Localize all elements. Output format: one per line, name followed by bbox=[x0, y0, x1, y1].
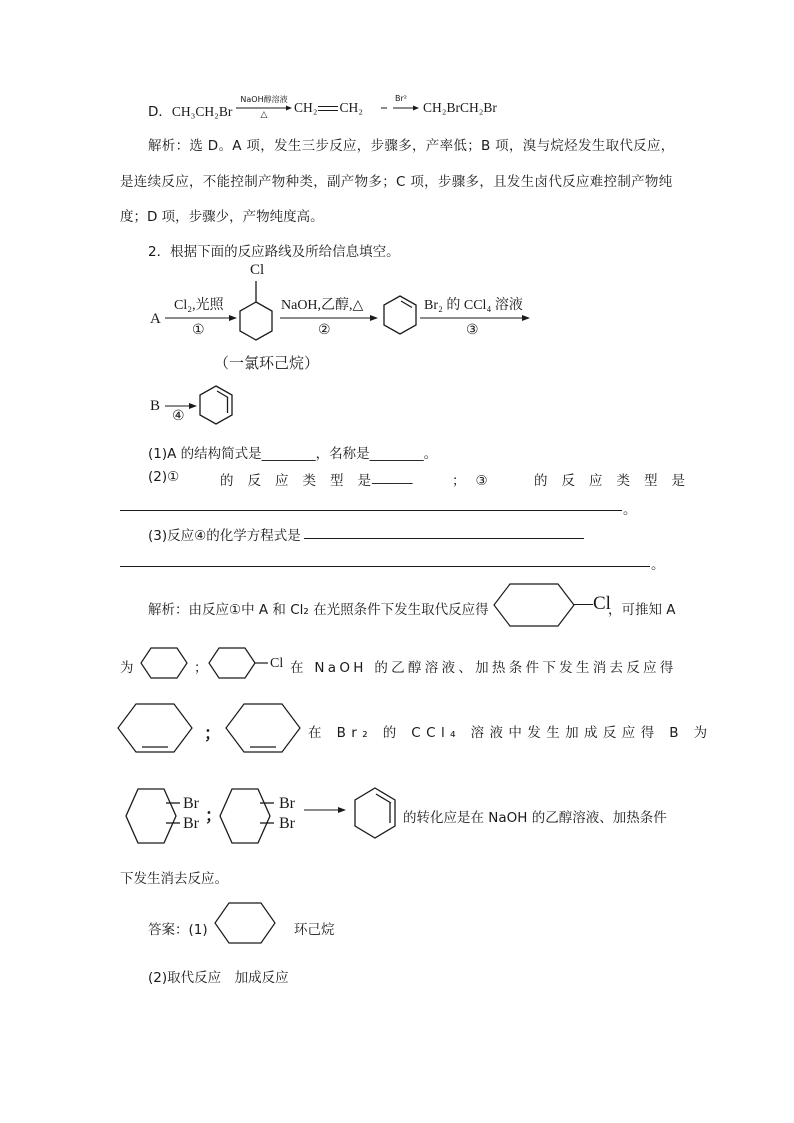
scheme-arrow-3 bbox=[420, 314, 530, 322]
chlorine-label: Cl bbox=[250, 262, 265, 278]
br-label-4: Br bbox=[279, 815, 295, 832]
compound-name-chlorocyclohexane: （一氯环己烷） bbox=[214, 354, 320, 372]
arrow-condition-heat: △ bbox=[260, 110, 268, 120]
arrow1-step-number: ① bbox=[192, 323, 205, 338]
analysis2-p2-text: 在 NaOH 的乙醇溶液、加热条件下发生消去反应得 bbox=[290, 660, 677, 676]
arrow3-step-number: ③ bbox=[466, 323, 479, 338]
arrow-condition-naoh: NaOH醇溶液 bbox=[240, 95, 288, 104]
conversion-arrow bbox=[304, 806, 346, 814]
question-3-end: 。 bbox=[651, 557, 665, 573]
analysis2-semicolon-1: ； bbox=[194, 660, 208, 676]
question-2-blank: ______ bbox=[372, 469, 413, 485]
question-2-separator: ；③ bbox=[452, 473, 498, 489]
question-2-end: 。 bbox=[623, 502, 637, 518]
arrow1-condition: Cl₂,光照 bbox=[174, 298, 224, 313]
question-2-type-label: 的反应类型是 bbox=[220, 473, 385, 489]
question-3: (3)反应④的化学方程式是 bbox=[148, 528, 301, 544]
ethylene-left: CH₂ bbox=[294, 100, 318, 115]
answer-line-q3-a bbox=[304, 538, 584, 539]
analysis2-p1-prefix: 解析：由反应①中 A 和 Cl₂ 在光照条件下发生取代反应得 bbox=[148, 602, 489, 618]
br-label-3: Br bbox=[279, 795, 295, 812]
cyclohexadiene-structure bbox=[196, 382, 236, 430]
analysis2-p5: 下发生消去反应。 bbox=[120, 871, 228, 887]
arrow4-step-number: ④ bbox=[172, 409, 185, 424]
br-label-2: Br bbox=[183, 815, 199, 832]
scheme-arrow-2 bbox=[280, 314, 378, 322]
question-2-start: (2)① bbox=[148, 469, 180, 485]
question-2-type-label-2: 的反应类型是 bbox=[534, 473, 699, 489]
ethylene bbox=[294, 100, 363, 116]
product-dibromoethane: CH₂BrCH₂Br bbox=[423, 100, 497, 115]
double-bond bbox=[317, 104, 339, 112]
cyclohexene-flat-b bbox=[226, 702, 306, 754]
question-1: (1)A 的结构简式是________，名称是________。 bbox=[148, 446, 438, 462]
answer-line-q2 bbox=[120, 510, 622, 511]
arrow-condition-br2: Br² bbox=[395, 94, 407, 103]
option-label: D． bbox=[148, 104, 172, 120]
dibromocyclohexane-b bbox=[218, 787, 278, 845]
analysis2-p1-suffix: ，可推知 A bbox=[608, 602, 676, 618]
reaction-arrow-2 bbox=[381, 104, 419, 112]
option-d-line bbox=[148, 100, 232, 120]
answer-label: 答案：(1) bbox=[148, 922, 208, 938]
scheme-arrow-1 bbox=[165, 314, 237, 322]
chlorocyclohexane-small bbox=[208, 646, 272, 680]
reactant-ethyl-bromide: CH₃CH₂Br bbox=[171, 104, 233, 119]
cyclohexene-structure bbox=[380, 292, 420, 340]
arrow3-condition: Br₂ 的 CCl₄ 溶液 bbox=[424, 298, 523, 313]
arrow2-step-number: ② bbox=[318, 323, 331, 338]
compound-a-label: A bbox=[150, 311, 161, 327]
compound-b-label: B bbox=[150, 398, 161, 414]
analysis1-line1: 解析：选 D。A 项，发生三步反应，步骤多，产率低；B 项，溴与烷烃发生取代反应， bbox=[148, 138, 675, 154]
cyclohexane-structure-a bbox=[140, 646, 190, 680]
answer-name: 环己烷 bbox=[294, 922, 335, 938]
cyclohexane-answer bbox=[214, 901, 278, 947]
chlorocyclohexane-flat bbox=[494, 582, 578, 630]
question2-stem: 2．根据下面的反应路线及所给信息填空。 bbox=[148, 244, 400, 260]
cyclohexene-flat-a bbox=[118, 702, 198, 754]
answer-line-q3-b bbox=[120, 566, 650, 567]
analysis2-semicolon-3: ； bbox=[205, 806, 222, 826]
ethylene-right: CH₂ bbox=[339, 100, 363, 115]
analysis2-p3-text: 在 Br₂ 的 CCl₄ 溶液中发生加成反应得 B 为 bbox=[308, 725, 713, 741]
analysis2-wei: 为 bbox=[120, 660, 134, 676]
arrow2-condition: NaOH,乙醇,△ bbox=[281, 298, 364, 313]
analysis-cl-label: Cl bbox=[270, 656, 284, 671]
answer-2: (2)取代反应 加成反应 bbox=[148, 970, 289, 986]
cyclohexadiene-analysis bbox=[350, 786, 402, 844]
br-label-1: Br bbox=[183, 795, 199, 812]
dibromocyclohexane-a bbox=[124, 787, 184, 845]
analysis1-line2: 是连续反应，不能控制产物种类，副产物多；C 项，步骤多，且发生卤代反应难控制产物纯 bbox=[120, 174, 673, 190]
analysis-cl-group: —Cl bbox=[574, 593, 611, 614]
analysis2-p4-text: 的转化应是在 NaOH 的乙醇溶液、加热条件 bbox=[403, 810, 667, 826]
analysis1-line3: 度；D 项，步骤少，产物纯度高。 bbox=[120, 209, 324, 225]
analysis2-semicolon-2: ； bbox=[204, 724, 221, 744]
